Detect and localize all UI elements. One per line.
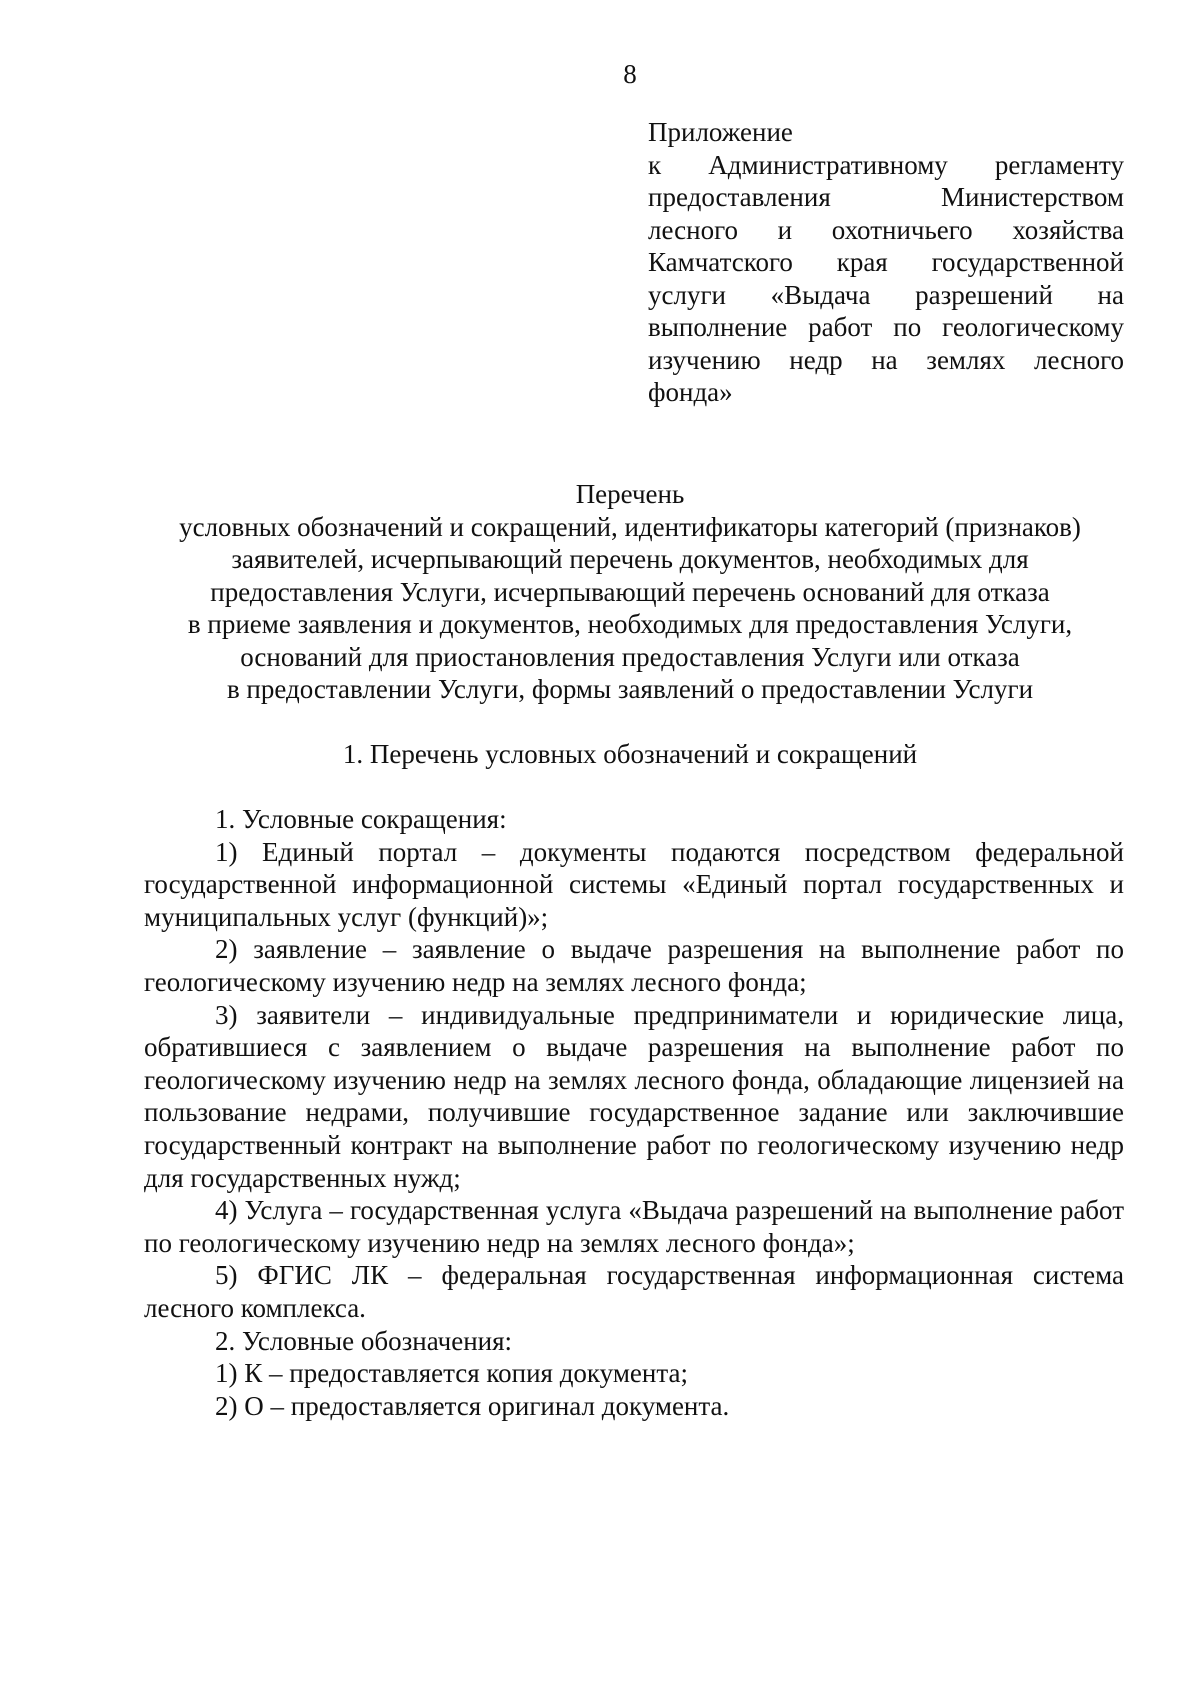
paragraph-abbreviations-heading: 1. Условные сокращения: xyxy=(215,804,507,834)
appendix-line: Камчатского края государственной xyxy=(648,247,1124,277)
heading-line: предоставления Услуги, исчерпывающий перечень оснований для отказа xyxy=(210,576,1050,607)
heading-line: оснований для приостановления предоставления Услуги или отказа xyxy=(240,641,1020,672)
paragraph-item: 2) заявление – заявление о выдаче разрешения на выполнение работ по геологическому изучению недр на землях лесного фонда; xyxy=(144,934,1124,997)
paragraph-item: 1) Единый портал – документы подаются посредством федеральной государственной информационной системы «Единый портал государственных и муниципальных услуг (функций)»; xyxy=(144,836,1124,932)
appendix-line: к Административному регламенту xyxy=(648,149,1124,180)
appendix-line: изучению недр на землях лесного xyxy=(648,344,1124,375)
appendix-line: лесного и охотничьего хозяйства xyxy=(648,214,1124,245)
appendix-line: предоставления Министерством xyxy=(648,182,1124,212)
heading-line: условных обозначений и сокращений, идентификаторы категорий (признаков) xyxy=(179,511,1081,542)
paragraph-item: 2) О – предоставляется оригинал документа. xyxy=(215,1390,730,1421)
heading-line: в предоставлении Услуги, формы заявлений о предоставлении Услуги xyxy=(226,674,1034,704)
page-number: 8 xyxy=(623,59,637,89)
paragraph-item: 1) К – предоставляется копия документа; xyxy=(215,1358,688,1389)
appendix-line: фонда» xyxy=(648,377,733,407)
appendix-block xyxy=(648,116,1124,409)
paragraph-item: 3) заявители – индивидуальные предприниматели и юридические лица, обратившиеся с заявлением о выдаче разрешения на выполнение работ по геологическому изучению недр на землях лесного фонда, обладающие лицензией на пользование недрами, получившие государственное задание или заключившие государственный контракт на выполнение работ по геологическому изучению недр для государственных нужд; xyxy=(144,999,1124,1193)
heading-title: Перечень xyxy=(575,479,685,509)
section-title: 1. Перечень условных обозначений и сокращений xyxy=(342,739,918,769)
document-heading xyxy=(130,478,1130,706)
appendix-line: Приложение xyxy=(648,117,793,147)
paragraph-item: 5) ФГИС ЛК – федеральная государственная информационная система лесного комплекса. xyxy=(144,1260,1124,1323)
document-body xyxy=(144,803,1124,1422)
heading-line: заявителей, исчерпывающий перечень документов, необходимых для xyxy=(231,544,1029,574)
heading-line: в приеме заявления и документов, необходимых для предоставления Услуги, xyxy=(187,609,1073,639)
paragraph-symbols-heading: 2. Условные обозначения: xyxy=(215,1325,513,1356)
paragraph-item: 4) Услуга – государственная услуга «Выдача разрешений на выполнение работ по геологическому изучению недр на землях лесного фонда»; xyxy=(144,1195,1124,1258)
appendix-line: услуги «Выдача разрешений на xyxy=(648,279,1124,310)
appendix-line: выполнение работ по геологическому xyxy=(648,312,1124,342)
